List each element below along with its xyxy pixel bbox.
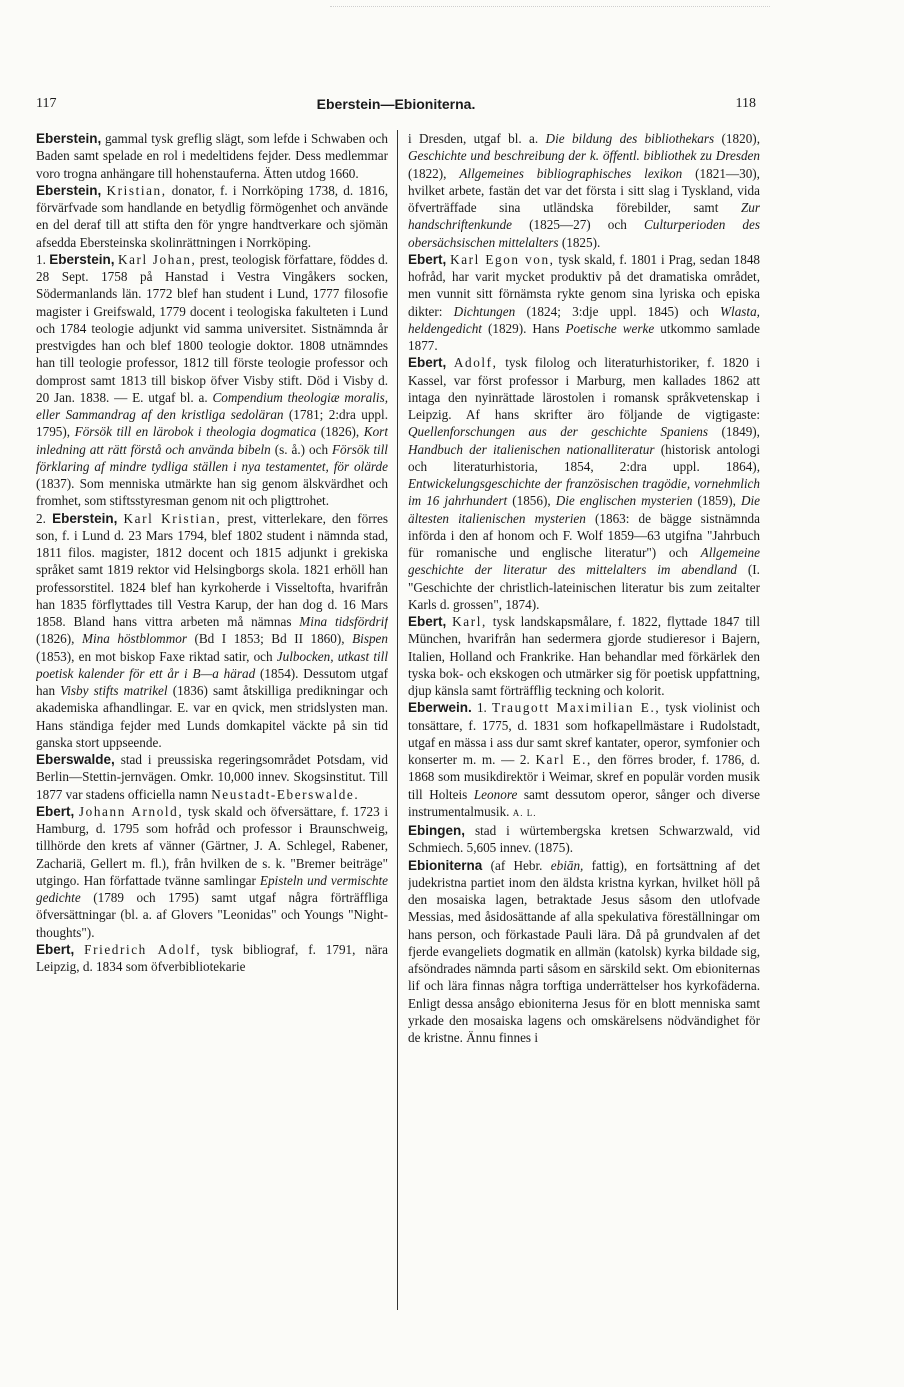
italic-title: Episteln und vermischte gedichte (36, 872, 388, 905)
entry-text: Johann Arnold, (78, 803, 184, 819)
italic-title: Die ältesten italienischen mysterien (408, 493, 760, 526)
entry-text: samt dessutom operor, sånger och diverse instrumentalmusik. (408, 786, 760, 819)
entry-text: (1856), (507, 493, 556, 509)
entry-headword: Eberswalde, (36, 752, 115, 767)
entry-text: 2. (36, 510, 53, 526)
entry-headword: Eberstein, (49, 251, 115, 267)
entry-text: (1820), (714, 131, 760, 146)
italic-title: Culturperioden des obersächsischen mittelalters (408, 217, 760, 250)
entry-text: tysk skald, f. 1801 i Prag, sedan 1848 hofråd, har varit mycket produktiv på det dramatiska området, men vunnit sitt förnämsta rykte genom sina lyriska och episka dikter: (408, 251, 760, 319)
entry-text: (1789 och 1795) samt utgaf några förträffliga öfversättningar (bl. a. af Glovers "Leonidas" och Youngs "Night-thoughts"). (36, 890, 388, 940)
entry-text: (1781; 2:dra uppl. 1795), (36, 407, 388, 440)
italic-title: Entwickelungsgeschichte der französischen tragödie, vornehmlich im 16 jahrhundert (408, 476, 760, 509)
entry-text: tysk landskapsmålare, f. 1822, flyttade 1847 till München, hvarifrån han sedermera gjorde studieresor i Bajern, Italien, Holland och Frankrike. Han behandlar med förkärlek den tyska bok- och ekskogen och utmärker sig för poetisk uppfattning, djup känsla samt förträfflig teckning och kolorit. (408, 614, 760, 698)
entry-text: gammal tysk greflig slägt, som lefde i Schwaben och Baden samt spelade en rol i medeltidens fejder. Dess medlemmar voro trogna anhängare till hohenstauferna. Ätten utdog 1660. (36, 131, 388, 181)
entry-paragraph (408, 613, 760, 699)
entry-text (74, 942, 84, 957)
entry-text: Friedrich Adolf, (84, 941, 202, 957)
italic-title: Bispen (352, 631, 388, 647)
entry-text: i Dresden, utgaf bl. a. (408, 131, 546, 146)
entry-text: (1825—27) och (512, 217, 644, 233)
running-header (36, 96, 756, 116)
italic-title: Die bildung des bibliothekars (545, 131, 715, 146)
entry-text: tysk violinist och tonsättare, f. 1775, d. 1831 som hofkapellmästare i Rudolstadt, utgaf en mässa i ass dur samt skref kantater, operor, symfonier och konserter m. m. — 2. (408, 700, 760, 767)
entry-headword: Ebert, (408, 251, 447, 267)
page-number-left: 117 (36, 96, 57, 111)
italic-title: Handbuch der italienischen nationalliteratur (408, 441, 655, 457)
entry-paragraph (408, 354, 760, 613)
entry-text: (historisk antologi och literaturhistoria, 1854, 2:dra uppl. 1864), (408, 441, 760, 474)
italic-title: Försök till förklaring af mindre tydliga ställen i nya testamentet, för olärde (36, 441, 388, 474)
italic-title: Julbocken, utkast till poetisk kalender för ett år i B—a härad (36, 648, 388, 681)
italic-title: Compendium theologiæ moralis, eller Sammandrag af den kristliga sedoläran (36, 389, 388, 422)
italic-title: Mina tidsfördrif (299, 614, 388, 629)
entry-paragraph (36, 510, 388, 752)
entry-headword: Ebingen, (408, 823, 465, 838)
entry-text: 1. (36, 251, 50, 267)
italic-title: Wlasta, heldengedicht (408, 303, 760, 336)
italic-title: ebiān, (550, 857, 584, 873)
italic-title: Poetische werke (565, 320, 655, 336)
italic-title: Zur handschriftenkunde (408, 200, 760, 233)
entry-paragraph (36, 941, 388, 976)
italic-title: Försök till en lärobok i theologia dogmatica (74, 424, 317, 440)
entry-text: A. L. (512, 807, 537, 818)
column-divider (397, 130, 398, 1310)
entry-text: Adolf, (453, 355, 498, 371)
entry-text: fattig), en fortsättning af det judekristna partiet inom den äldsta kristna kyrkan, hvilket höll på den mosaiska lagen, betraktade Jesus såsom den utlofvade Messias, med åsidosättande af alla spekulativa föreställningar om hans person, och förkastade Pauli lära. Då på grundvalen af det fjerde evangeliets dogmatik en allmän (katolsk) kyrka bildade sig, afsöndrades nämnda parti såsom en särskild sekt. Om ebioniternas lif och lära finnas några torftiga underrättelser hos kyrkofäderna. Enligt dessa ansågo ebioniterna Jesus för en blott menniska samt yrkade den mosaiska lagens och omskärelsens nödvändighet för de kristne. Ännu finnes i (408, 857, 760, 1045)
entry-text: Traugott Maximilian E., (492, 700, 661, 716)
entry-text: (1822), (408, 165, 460, 181)
italic-title: Quellenforschungen aus der geschichte Spaniens (408, 424, 709, 440)
italic-title: Dichtungen (453, 303, 516, 319)
entry-text: (1826), (316, 424, 364, 440)
entry-headword: Eberwein. (408, 700, 472, 716)
entry-text: (1849), (708, 424, 760, 440)
entry-paragraph (36, 182, 388, 251)
entry-text: Kristian, (106, 182, 167, 198)
entry-text: tysk bibliograf, f. 1791, nära Leipzig, d. 1834 som öfverbibliotekarie (36, 941, 388, 974)
entry-text: tysk filolog och literaturhistoriker, f. 1820 i Kassel, var först professor i Marburg, men kallades 1862 att intaga den nyinrättade lärostolen i romansk språkvetenskap i Leipzig. Af hans skrifter äro följande de vigtigaste: (408, 355, 760, 422)
entry-text: (1826), (36, 631, 82, 647)
entry-headword: Ebioniterna (408, 857, 483, 873)
entry-text: (1854). Dessutom utgaf han (36, 665, 388, 698)
italic-title: Geschichte und beschreibung der k. öffentl. bibliothek zu Dresden (408, 148, 760, 164)
entry-text: Karl Egon von, (450, 251, 555, 267)
entry-headword: Eberstein, (36, 131, 102, 146)
italic-title: Visby stifts matrikel (60, 683, 168, 698)
entry-text: prest, vitterlekare, den förres son, f. i Lund d. 23 Mars 1794, blef 1802 student i nämnda stad, 1811 filos. magister, 1812 docent och 1815 adjunkt i grekiska språket samt 1819 rektor vid Helsingborgs skola. 1821 erhöll han professorstitel. 1824 blef han kyrkoherde i Visseltofta, hvarifrån han 1835 förflyttades till Vestra Karup, der han dog d. 16 Mars 1858. Bland hans vittra arbeten må nämnas (36, 510, 388, 629)
italic-title: Leonore (473, 786, 518, 802)
entry-headword: Ebert, (36, 941, 75, 957)
entry-text: Karl Kristian, (123, 510, 222, 526)
entry-text: (1853), en mot biskop Faxe riktad satir, och (36, 648, 277, 664)
entry-text: utkommo samlade 1877. (408, 320, 760, 353)
italic-title: Kort inledning att rätt förstå och använda bibeln (36, 424, 388, 457)
entry-paragraph (36, 130, 388, 182)
entry-text: (1837). Som menniska utmärkte han sig genom älskvärdhet och fromhet, som stiftsstyresman genom nit och pligttrohet. (36, 476, 388, 509)
entry-text: den förres broder, f. 1786, d. 1868 som musikdirektör i Weimar, skref en populär vorden musik till Holteis (408, 752, 760, 802)
entry-text: (1829). Hans (481, 320, 566, 336)
italic-title: Die englischen mysterien (555, 493, 693, 509)
entry-text: (1859), (692, 493, 741, 509)
entry-text: (s. å.) och (270, 441, 332, 457)
italic-title: Allgemeines bibliographisches lexikon (459, 165, 683, 181)
entry-headword: Ebert, (36, 803, 75, 819)
entry-text: (1863: de bägge sistnämnda införda i den af honom och F. Wolf 1859—63 utgifna "Jahrbuch für romanische und englische literatur") och (408, 510, 760, 560)
entry-text: prest, teologisk författare, föddes d. 28 Sept. 1758 på Hanstad i Vestra Vingåkers socken, Södermanlands län. 1772 blef han student i Lund, 1777 filosofie magister i Greifswald, 1779 docent i teologiska fakulteten i Lund och 1784 teologie adjunkt vid samma universitet. Sistnämnda år prestvigdes han och blef 1800 teologie doktor. 1808 utnämndes han till teologie professor, 1812 till förste teologie professor och domprost samt 1813 till biskop öfver Visby stift. Död i Visby d. 20 Jan. 1838. — E. utgaf bl. a. (36, 251, 388, 405)
page-number-right: 118 (735, 96, 756, 111)
entry-paragraph (408, 822, 760, 857)
entry-text: donator, f. i Norrköping 1738, d. 1816, förvärfvade som handlande en betydlig förmögenhet och använde en del deraf till att stifta den för yngre handtverkare och sjömän afsedda Ebersteinska skolinrättningen i Norrköping. (36, 182, 388, 250)
entry-text: stad i würtembergska kretsen Schwarzwald, vid Schmiech. 5,605 innev. (1875). (408, 823, 760, 856)
entry-text: (1824; 3:dje uppl. 1845) och (515, 303, 721, 319)
entry-text: Karl E., (535, 752, 592, 767)
italic-title: Allgemeine geschichte der literatur des mittelalters im abendland (408, 545, 760, 578)
entry-paragraph (408, 857, 760, 1047)
entry-text: stad i preussiska regeringsområdet Potsdam, vid Berlin—Stettin-jernvägen. Omkr. 10,000 innev. Skogsinstitut. Till 1877 var stadens officiella namn (36, 752, 388, 802)
entry-text: Karl, (452, 614, 487, 629)
entry-paragraph (36, 803, 388, 941)
right-column (408, 130, 760, 1310)
entry-headword: Eberstein, (52, 510, 118, 526)
entry-text: (1821—30), hvilket arbete, fastän det var det första i sitt slag i Tyskland, vida öfverträffade sina utländska förebilder, samt (408, 165, 760, 215)
entry-text (446, 355, 454, 370)
entry-text: (Bd I 1853; Bd II 1860), (186, 631, 353, 647)
italic-title: Mina höstblommor (81, 631, 187, 647)
entry-paragraph (36, 751, 388, 803)
entry-text: (1836) samt åtskilliga predikningar och akademiska afhandlingar. E. var en qvick, men stridslysten man. Hans ständiga fejder med Lunds domkapitel väckte på sin tid ganska stort uppseende. (36, 683, 388, 750)
entry-paragraph (408, 251, 760, 355)
entry-headword: Eberstein, (36, 182, 102, 198)
entry-text: (1825). (558, 234, 601, 250)
entry-text: Neustadt-Eberswalde. (211, 786, 360, 802)
entry-text: 1. (471, 700, 492, 716)
entry-headword: Ebert, (408, 355, 447, 371)
entry-paragraph (408, 130, 760, 251)
entry-text: (I. "Geschichte der christlich-lateinischen literatur bis zum zeitalter Karls d. grossen", 1874). (408, 562, 760, 612)
entry-text: (af Hebr. (482, 857, 551, 873)
entry-paragraph (36, 251, 388, 510)
entry-text: tysk skald och öfversättare, f. 1723 i Hamburg, d. 1795 som hofråd och professor i Braunschweig, tillhörde den krets af vänner (Gärtner, J. A. Schlegel, Rabener, Zachariä, Gellert m. fl.), från hvilken de s. k. "Bremer beiträge" utgingo. Han författade tvänne samlingar (36, 803, 388, 888)
left-column (36, 130, 388, 1310)
scan-edge-line (330, 6, 770, 7)
entry-paragraph (408, 699, 760, 822)
entry-headword: Ebert, (408, 614, 447, 629)
running-title: Eberstein—Ebioniterna. (316, 96, 476, 112)
entry-text: Karl Johan, (117, 251, 197, 267)
